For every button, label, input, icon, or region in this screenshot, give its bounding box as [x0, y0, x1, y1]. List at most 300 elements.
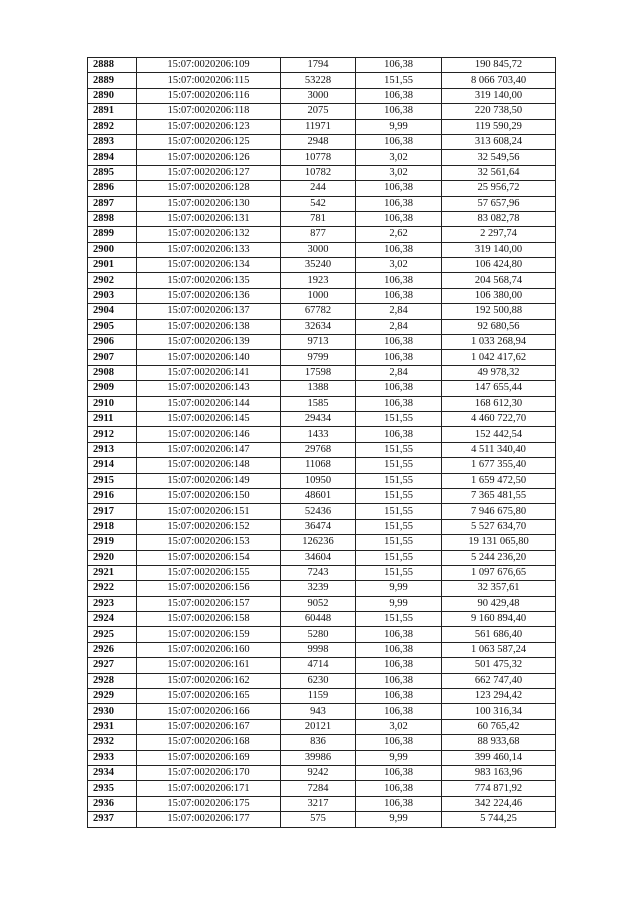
cadastral-number-cell: 15:07:0020206:130	[137, 196, 281, 211]
amount-cell: 501 475,32	[442, 658, 556, 673]
area-cell: 126236	[281, 535, 356, 550]
row-number-cell: 2921	[88, 565, 137, 580]
rate-cell: 9,99	[356, 812, 442, 827]
cadastral-number-cell: 15:07:0020206:143	[137, 381, 281, 396]
amount-cell: 106 380,00	[442, 288, 556, 303]
area-cell: 60448	[281, 612, 356, 627]
cadastral-number-cell: 15:07:0020206:128	[137, 181, 281, 196]
cadastral-number-cell: 15:07:0020206:156	[137, 581, 281, 596]
row-number-cell: 2890	[88, 88, 137, 103]
area-cell: 781	[281, 211, 356, 226]
area-cell: 48601	[281, 488, 356, 503]
row-number-cell: 2899	[88, 227, 137, 242]
cadastral-number-cell: 15:07:0020206:168	[137, 735, 281, 750]
rate-cell: 151,55	[356, 488, 442, 503]
cadastral-number-cell: 15:07:0020206:144	[137, 396, 281, 411]
amount-cell: 19 131 065,80	[442, 535, 556, 550]
rate-cell: 151,55	[356, 535, 442, 550]
row-number-cell: 2913	[88, 442, 137, 457]
row-number-cell: 2894	[88, 150, 137, 165]
area-cell: 5280	[281, 627, 356, 642]
amount-cell: 561 686,40	[442, 627, 556, 642]
rate-cell: 106,38	[356, 211, 442, 226]
cadastral-number-cell: 15:07:0020206:133	[137, 242, 281, 257]
table-row	[88, 427, 556, 442]
row-number-cell: 2905	[88, 319, 137, 334]
row-number-cell: 2900	[88, 242, 137, 257]
amount-cell: 8 066 703,40	[442, 73, 556, 88]
cadastral-number-cell: 15:07:0020206:149	[137, 473, 281, 488]
amount-cell: 1 063 587,24	[442, 642, 556, 657]
table-row	[88, 150, 556, 165]
area-cell: 3000	[281, 242, 356, 257]
amount-cell: 1 042 417,62	[442, 350, 556, 365]
cadastral-number-cell: 15:07:0020206:155	[137, 565, 281, 580]
rate-cell: 106,38	[356, 88, 442, 103]
amount-cell: 319 140,00	[442, 88, 556, 103]
amount-cell: 168 612,30	[442, 396, 556, 411]
table-row	[88, 181, 556, 196]
area-cell: 10950	[281, 473, 356, 488]
rate-cell: 106,38	[356, 689, 442, 704]
rate-cell: 151,55	[356, 473, 442, 488]
table-row	[88, 750, 556, 765]
rate-cell: 9,99	[356, 596, 442, 611]
table-row	[88, 442, 556, 457]
cadastral-number-cell: 15:07:0020206:170	[137, 765, 281, 780]
row-number-cell: 2926	[88, 642, 137, 657]
rate-cell: 106,38	[356, 196, 442, 211]
amount-cell: 100 316,34	[442, 704, 556, 719]
table-row	[88, 719, 556, 734]
rate-cell: 106,38	[356, 781, 442, 796]
amount-cell: 90 429,48	[442, 596, 556, 611]
cadastral-number-cell: 15:07:0020206:152	[137, 519, 281, 534]
row-number-cell: 2912	[88, 427, 137, 442]
area-cell: 836	[281, 735, 356, 750]
table-row	[88, 88, 556, 103]
cadastral-number-cell: 15:07:0020206:116	[137, 88, 281, 103]
area-cell: 20121	[281, 719, 356, 734]
row-number-cell: 2908	[88, 365, 137, 380]
cadastral-number-cell: 15:07:0020206:123	[137, 119, 281, 134]
area-cell: 11971	[281, 119, 356, 134]
area-cell: 52436	[281, 504, 356, 519]
amount-cell: 983 163,96	[442, 765, 556, 780]
rate-cell: 106,38	[356, 134, 442, 149]
row-number-cell: 2931	[88, 719, 137, 734]
amount-cell: 342 224,46	[442, 796, 556, 811]
cadastral-number-cell: 15:07:0020206:140	[137, 350, 281, 365]
cadastral-number-cell: 15:07:0020206:145	[137, 411, 281, 426]
area-cell: 1585	[281, 396, 356, 411]
row-number-cell: 2920	[88, 550, 137, 565]
rate-cell: 151,55	[356, 411, 442, 426]
rate-cell: 106,38	[356, 658, 442, 673]
table-body	[88, 58, 556, 828]
rate-cell: 3,02	[356, 150, 442, 165]
table-row	[88, 473, 556, 488]
table-row	[88, 689, 556, 704]
cadastral-number-cell: 15:07:0020206:125	[137, 134, 281, 149]
row-number-cell: 2930	[88, 704, 137, 719]
rate-cell: 9,99	[356, 750, 442, 765]
rate-cell: 106,38	[356, 704, 442, 719]
cadastral-number-cell: 15:07:0020206:138	[137, 319, 281, 334]
rate-cell: 106,38	[356, 396, 442, 411]
rate-cell: 106,38	[356, 58, 442, 73]
amount-cell: 152 442,54	[442, 427, 556, 442]
table-row	[88, 765, 556, 780]
area-cell: 3000	[281, 88, 356, 103]
row-number-cell: 2902	[88, 273, 137, 288]
amount-cell: 32 549,56	[442, 150, 556, 165]
rate-cell: 3,02	[356, 258, 442, 273]
area-cell: 39986	[281, 750, 356, 765]
amount-cell: 7 946 675,80	[442, 504, 556, 519]
row-number-cell: 2909	[88, 381, 137, 396]
rate-cell: 106,38	[356, 427, 442, 442]
row-number-cell: 2935	[88, 781, 137, 796]
cadastral-number-cell: 15:07:0020206:162	[137, 673, 281, 688]
table-row	[88, 104, 556, 119]
amount-cell: 9 160 894,40	[442, 612, 556, 627]
table-row	[88, 642, 556, 657]
area-cell: 7284	[281, 781, 356, 796]
amount-cell: 1 097 676,65	[442, 565, 556, 580]
area-cell: 943	[281, 704, 356, 719]
cadastral-number-cell: 15:07:0020206:139	[137, 335, 281, 350]
rate-cell: 106,38	[356, 381, 442, 396]
row-number-cell: 2927	[88, 658, 137, 673]
cadastral-number-cell: 15:07:0020206:150	[137, 488, 281, 503]
rate-cell: 106,38	[356, 735, 442, 750]
table-row	[88, 612, 556, 627]
cadastral-number-cell: 15:07:0020206:159	[137, 627, 281, 642]
amount-cell: 147 655,44	[442, 381, 556, 396]
amount-cell: 5 744,25	[442, 812, 556, 827]
table-row	[88, 411, 556, 426]
row-number-cell: 2915	[88, 473, 137, 488]
rate-cell: 3,02	[356, 165, 442, 180]
row-number-cell: 2907	[88, 350, 137, 365]
row-number-cell: 2911	[88, 411, 137, 426]
rate-cell: 9,99	[356, 581, 442, 596]
amount-cell: 25 956,72	[442, 181, 556, 196]
rate-cell: 106,38	[356, 642, 442, 657]
area-cell: 2948	[281, 134, 356, 149]
row-number-cell: 2895	[88, 165, 137, 180]
table-row	[88, 565, 556, 580]
amount-cell: 83 082,78	[442, 211, 556, 226]
amount-cell: 57 657,96	[442, 196, 556, 211]
table-row	[88, 735, 556, 750]
amount-cell: 774 871,92	[442, 781, 556, 796]
area-cell: 1000	[281, 288, 356, 303]
amount-cell: 190 845,72	[442, 58, 556, 73]
table-row	[88, 73, 556, 88]
area-cell: 877	[281, 227, 356, 242]
area-cell: 3217	[281, 796, 356, 811]
rate-cell: 106,38	[356, 765, 442, 780]
row-number-cell: 2893	[88, 134, 137, 149]
row-number-cell: 2918	[88, 519, 137, 534]
row-number-cell: 2916	[88, 488, 137, 503]
table-row	[88, 381, 556, 396]
table-row	[88, 396, 556, 411]
area-cell: 9713	[281, 335, 356, 350]
rate-cell: 151,55	[356, 442, 442, 457]
table-row	[88, 196, 556, 211]
area-cell: 6230	[281, 673, 356, 688]
cadastral-number-cell: 15:07:0020206:166	[137, 704, 281, 719]
row-number-cell: 2929	[88, 689, 137, 704]
amount-cell: 106 424,80	[442, 258, 556, 273]
area-cell: 35240	[281, 258, 356, 273]
area-cell: 32634	[281, 319, 356, 334]
cadastral-number-cell: 15:07:0020206:131	[137, 211, 281, 226]
cadastral-number-cell: 15:07:0020206:175	[137, 796, 281, 811]
rate-cell: 106,38	[356, 350, 442, 365]
rate-cell: 151,55	[356, 550, 442, 565]
cadastral-number-cell: 15:07:0020206:137	[137, 304, 281, 319]
row-number-cell: 2933	[88, 750, 137, 765]
table-row	[88, 704, 556, 719]
table-row	[88, 134, 556, 149]
area-cell: 7243	[281, 565, 356, 580]
cadastral-number-cell: 15:07:0020206:146	[137, 427, 281, 442]
amount-cell: 119 590,29	[442, 119, 556, 134]
table-row	[88, 627, 556, 642]
area-cell: 9052	[281, 596, 356, 611]
amount-cell: 204 568,74	[442, 273, 556, 288]
row-number-cell: 2897	[88, 196, 137, 211]
area-cell: 36474	[281, 519, 356, 534]
cadastral-number-cell: 15:07:0020206:160	[137, 642, 281, 657]
table-row	[88, 812, 556, 827]
amount-cell: 4 511 340,40	[442, 442, 556, 457]
area-cell: 4714	[281, 658, 356, 673]
amount-cell: 123 294,42	[442, 689, 556, 704]
row-number-cell: 2928	[88, 673, 137, 688]
row-number-cell: 2925	[88, 627, 137, 642]
area-cell: 3239	[281, 581, 356, 596]
amount-cell: 1 033 268,94	[442, 335, 556, 350]
row-number-cell: 2937	[88, 812, 137, 827]
amount-cell: 399 460,14	[442, 750, 556, 765]
amount-cell: 4 460 722,70	[442, 411, 556, 426]
cadastral-number-cell: 15:07:0020206:135	[137, 273, 281, 288]
cadastral-number-cell: 15:07:0020206:141	[137, 365, 281, 380]
rate-cell: 3,02	[356, 719, 442, 734]
rate-cell: 9,99	[356, 119, 442, 134]
row-number-cell: 2932	[88, 735, 137, 750]
cadastral-number-cell: 15:07:0020206:148	[137, 458, 281, 473]
rate-cell: 2,84	[356, 365, 442, 380]
row-number-cell: 2889	[88, 73, 137, 88]
rate-cell: 2,84	[356, 319, 442, 334]
row-number-cell: 2892	[88, 119, 137, 134]
row-number-cell: 2936	[88, 796, 137, 811]
amount-cell: 1 677 355,40	[442, 458, 556, 473]
area-cell: 542	[281, 196, 356, 211]
area-cell: 53228	[281, 73, 356, 88]
table-row	[88, 581, 556, 596]
cadastral-number-cell: 15:07:0020206:158	[137, 612, 281, 627]
table-row	[88, 519, 556, 534]
area-cell: 2075	[281, 104, 356, 119]
amount-cell: 192 500,88	[442, 304, 556, 319]
table-row	[88, 335, 556, 350]
table-row	[88, 58, 556, 73]
row-number-cell: 2903	[88, 288, 137, 303]
row-number-cell: 2919	[88, 535, 137, 550]
cadastral-number-cell: 15:07:0020206:157	[137, 596, 281, 611]
area-cell: 1388	[281, 381, 356, 396]
table-row	[88, 119, 556, 134]
row-number-cell: 2917	[88, 504, 137, 519]
amount-cell: 92 680,56	[442, 319, 556, 334]
area-cell: 575	[281, 812, 356, 827]
row-number-cell: 2888	[88, 58, 137, 73]
amount-cell: 1 659 472,50	[442, 473, 556, 488]
rate-cell: 151,55	[356, 73, 442, 88]
amount-cell: 88 933,68	[442, 735, 556, 750]
row-number-cell: 2914	[88, 458, 137, 473]
amount-cell: 32 357,61	[442, 581, 556, 596]
table-row	[88, 535, 556, 550]
area-cell: 1433	[281, 427, 356, 442]
table-row	[88, 596, 556, 611]
rate-cell: 106,38	[356, 273, 442, 288]
amount-cell: 2 297,74	[442, 227, 556, 242]
table-row	[88, 304, 556, 319]
rate-cell: 151,55	[356, 612, 442, 627]
table-row	[88, 288, 556, 303]
table-row	[88, 165, 556, 180]
area-cell: 9998	[281, 642, 356, 657]
area-cell: 1159	[281, 689, 356, 704]
cadastral-number-cell: 15:07:0020206:136	[137, 288, 281, 303]
rate-cell: 151,55	[356, 519, 442, 534]
area-cell: 29434	[281, 411, 356, 426]
table-row	[88, 796, 556, 811]
table-row	[88, 227, 556, 242]
area-cell: 10782	[281, 165, 356, 180]
amount-cell: 60 765,42	[442, 719, 556, 734]
table-row	[88, 365, 556, 380]
cadastral-number-cell: 15:07:0020206:115	[137, 73, 281, 88]
area-cell: 244	[281, 181, 356, 196]
amount-cell: 220 738,50	[442, 104, 556, 119]
rate-cell: 106,38	[356, 104, 442, 119]
cadastral-number-cell: 15:07:0020206:132	[137, 227, 281, 242]
cadastral-number-cell: 15:07:0020206:147	[137, 442, 281, 457]
area-cell: 9242	[281, 765, 356, 780]
area-cell: 34604	[281, 550, 356, 565]
area-cell: 1794	[281, 58, 356, 73]
cadastral-number-cell: 15:07:0020206:151	[137, 504, 281, 519]
area-cell: 17598	[281, 365, 356, 380]
amount-cell: 5 527 634,70	[442, 519, 556, 534]
cadastral-number-cell: 15:07:0020206:154	[137, 550, 281, 565]
area-cell: 29768	[281, 442, 356, 457]
cadastral-number-cell: 15:07:0020206:126	[137, 150, 281, 165]
row-number-cell: 2922	[88, 581, 137, 596]
amount-cell: 5 244 236,20	[442, 550, 556, 565]
cadastral-number-cell: 15:07:0020206:169	[137, 750, 281, 765]
table-row	[88, 550, 556, 565]
rate-cell: 106,38	[356, 796, 442, 811]
amount-cell: 319 140,00	[442, 242, 556, 257]
cadastral-number-cell: 15:07:0020206:127	[137, 165, 281, 180]
row-number-cell: 2924	[88, 612, 137, 627]
cadastral-number-cell: 15:07:0020206:165	[137, 689, 281, 704]
cadastral-number-cell: 15:07:0020206:177	[137, 812, 281, 827]
row-number-cell: 2934	[88, 765, 137, 780]
row-number-cell: 2906	[88, 335, 137, 350]
rate-cell: 151,55	[356, 458, 442, 473]
rate-cell: 106,38	[356, 181, 442, 196]
amount-cell: 32 561,64	[442, 165, 556, 180]
row-number-cell: 2901	[88, 258, 137, 273]
rate-cell: 151,55	[356, 565, 442, 580]
rate-cell: 106,38	[356, 627, 442, 642]
table-row	[88, 258, 556, 273]
area-cell: 9799	[281, 350, 356, 365]
rate-cell: 2,62	[356, 227, 442, 242]
rate-cell: 106,38	[356, 242, 442, 257]
cadastral-number-cell: 15:07:0020206:171	[137, 781, 281, 796]
row-number-cell: 2904	[88, 304, 137, 319]
rate-cell: 2,84	[356, 304, 442, 319]
row-number-cell: 2896	[88, 181, 137, 196]
area-cell: 10778	[281, 150, 356, 165]
area-cell: 11068	[281, 458, 356, 473]
table-row	[88, 458, 556, 473]
table-row	[88, 242, 556, 257]
table-row	[88, 504, 556, 519]
amount-cell: 49 978,32	[442, 365, 556, 380]
table-row	[88, 488, 556, 503]
table-row	[88, 273, 556, 288]
table-row	[88, 658, 556, 673]
registry-table	[87, 57, 556, 828]
table-row	[88, 350, 556, 365]
area-cell: 67782	[281, 304, 356, 319]
table-row	[88, 319, 556, 334]
rate-cell: 106,38	[356, 673, 442, 688]
rate-cell: 106,38	[356, 288, 442, 303]
row-number-cell: 2898	[88, 211, 137, 226]
table-row	[88, 211, 556, 226]
rate-cell: 106,38	[356, 335, 442, 350]
rate-cell: 151,55	[356, 504, 442, 519]
amount-cell: 7 365 481,55	[442, 488, 556, 503]
row-number-cell: 2910	[88, 396, 137, 411]
row-number-cell: 2891	[88, 104, 137, 119]
cadastral-number-cell: 15:07:0020206:118	[137, 104, 281, 119]
cadastral-number-cell: 15:07:0020206:109	[137, 58, 281, 73]
cadastral-number-cell: 15:07:0020206:161	[137, 658, 281, 673]
amount-cell: 313 608,24	[442, 134, 556, 149]
table-row	[88, 673, 556, 688]
table-row	[88, 781, 556, 796]
cadastral-number-cell: 15:07:0020206:167	[137, 719, 281, 734]
area-cell: 1923	[281, 273, 356, 288]
cadastral-number-cell: 15:07:0020206:134	[137, 258, 281, 273]
row-number-cell: 2923	[88, 596, 137, 611]
